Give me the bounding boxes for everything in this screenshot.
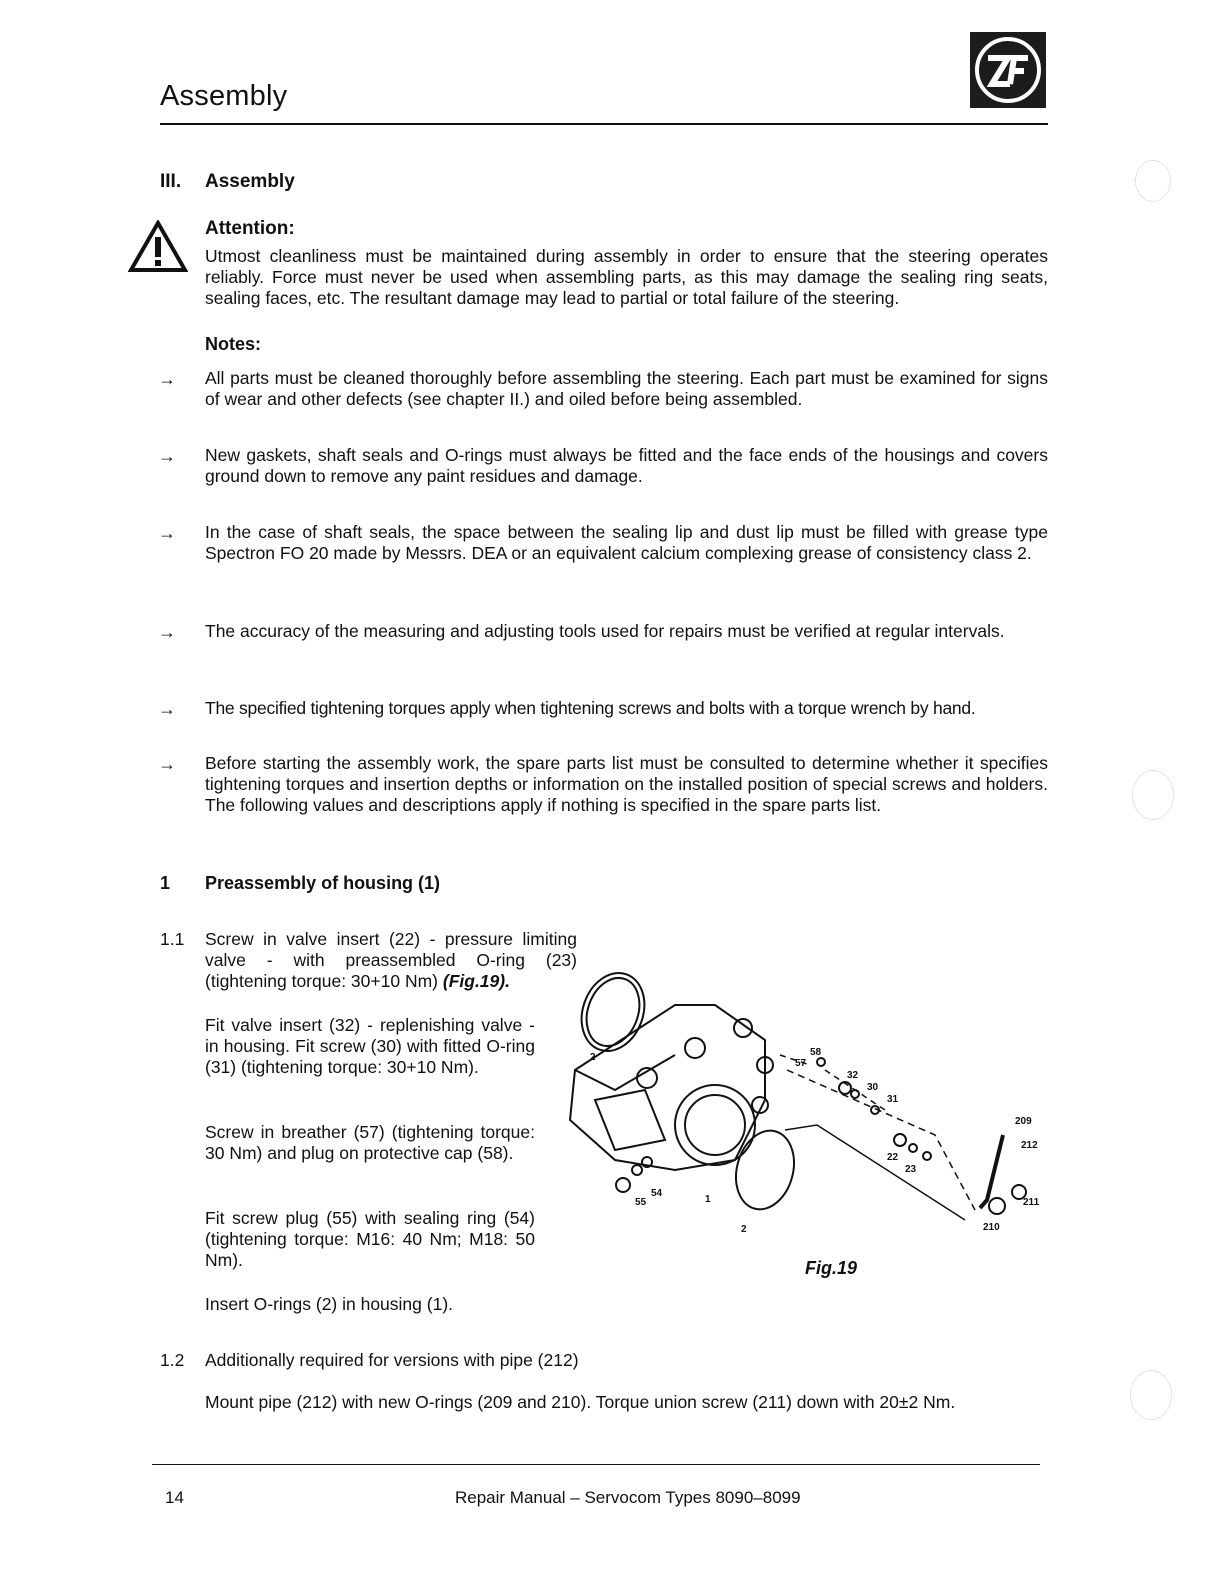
figure-label: 55 [635, 1197, 647, 1208]
step-1-1-para: Screw in breather (57) (tightening torque: 30 Nm) and plug on protective cap (58). [205, 1122, 535, 1163]
step-number: 1.1 [160, 929, 185, 949]
scan-hole-mark [1130, 1370, 1172, 1420]
step-1-1-para: Insert O-rings (2) in housing (1). [205, 1294, 454, 1314]
figure-19-exploded-drawing [555, 960, 1055, 1250]
step-number: 1.2 [160, 1350, 185, 1370]
note-item: Before starting the assembly work, the spare parts list must be consulted to determine whether it specifies tightening torques and insertion depths or information on the installed position of special screws and holders. The following values and descriptions apply if nothing is specified in the spare parts list. [205, 753, 1048, 815]
arrow-icon: → [158, 369, 176, 389]
figure-label: 210 [983, 1222, 1000, 1233]
header-rule [160, 123, 1048, 125]
figure-label: 30 [867, 1082, 879, 1093]
subsection-number: 1 [160, 873, 171, 893]
figure-label: 54 [651, 1188, 663, 1199]
figure-label: 2 [741, 1224, 747, 1235]
step-1-1-para: Fit screw plug (55) with sealing ring (54) (tightening torque: M16: 40 Nm; M18: 50 Nm). [205, 1208, 535, 1270]
step-1-2-para: Mount pipe (212) with new O-rings (209 and 210). Torque union screw (211) down with 20±2 Nm. [205, 1392, 956, 1412]
figure-label: 212 [1021, 1140, 1038, 1151]
section-number: III. [160, 171, 182, 192]
figure-reference: (Fig.19). [442, 971, 510, 991]
attention-heading: Attention: [205, 218, 295, 239]
note-item: New gaskets, shaft seals and O-rings must always be fitted and the face ends of the housings and covers ground down to remove any paint residues and damage. [205, 445, 1048, 486]
notes-heading: Notes: [205, 334, 262, 354]
arrow-icon: → [158, 754, 176, 774]
figure-label: 32 [847, 1070, 859, 1081]
page-header-title: Assembly [160, 80, 288, 112]
zf-logo [970, 32, 1046, 108]
figure-label: 2 [590, 1052, 596, 1063]
section-title: Assembly [205, 171, 295, 192]
figure-label: 1 [705, 1194, 711, 1205]
page-number: 14 [165, 1488, 184, 1507]
scan-hole-mark [1132, 770, 1174, 820]
step-1-2-text: Additionally required for versions with pipe (212) [205, 1350, 579, 1370]
figure-caption: Fig.19 [805, 1258, 858, 1278]
note-item: All parts must be cleaned thoroughly before assembling the steering. Each part must be examined for signs of wear and other defects (see chapter II.) and oiled before being assembled. [205, 368, 1048, 409]
warning-icon [128, 220, 188, 274]
subsection-title: Preassembly of housing (1) [205, 873, 441, 893]
arrow-icon: → [158, 699, 176, 719]
note-item: The accuracy of the measuring and adjusting tools used for repairs must be verified at regular intervals. [205, 621, 1005, 641]
arrow-icon: → [158, 446, 176, 466]
scan-hole-mark [1135, 160, 1171, 202]
step-1-1-main: Screw in valve insert (22) - pressure limiting valve - with preassembled O-ring (23) (tightening torque: 30+10 Nm) [205, 929, 577, 991]
figure-label: 57 [795, 1058, 807, 1069]
figure-label: 209 [1015, 1116, 1032, 1127]
attention-text: Utmost cleanliness must be maintained during assembly in order to ensure that the steering operates reliably. Force must never be used when assembling parts, as this may damage the sealing ring seats, sealing faces, etc. The resultant damage may lead to partial or total failure of the steering. [205, 246, 1048, 308]
arrow-icon: → [158, 622, 176, 642]
figure-label: 22 [887, 1152, 899, 1163]
figure-label: 31 [887, 1094, 899, 1105]
arrow-icon: → [158, 523, 176, 543]
note-item: The specified tightening torques apply when tightening screws and bolts with a torque wrench by hand. [205, 698, 976, 718]
figure-label: 58 [810, 1047, 822, 1058]
step-1-1-text [205, 929, 577, 992]
step-1-1-para: Fit valve insert (32) - replenishing valve - in housing. Fit screw (30) with fitted O-ring (31) (tightening torque: 30+10 Nm). [205, 1015, 535, 1077]
figure-label: 23 [905, 1164, 917, 1175]
footer-rule [152, 1464, 1040, 1465]
figure-label: 211 [1023, 1197, 1040, 1208]
note-item: In the case of shaft seals, the space between the sealing lip and dust lip must be filled with grease type Spectron FO 20 made by Messrs. DEA or an equivalent calcium complexing grease of consistency class 2. [205, 522, 1048, 563]
footer-manual-title: Repair Manual – Servocom Types 8090–8099 [455, 1488, 801, 1507]
